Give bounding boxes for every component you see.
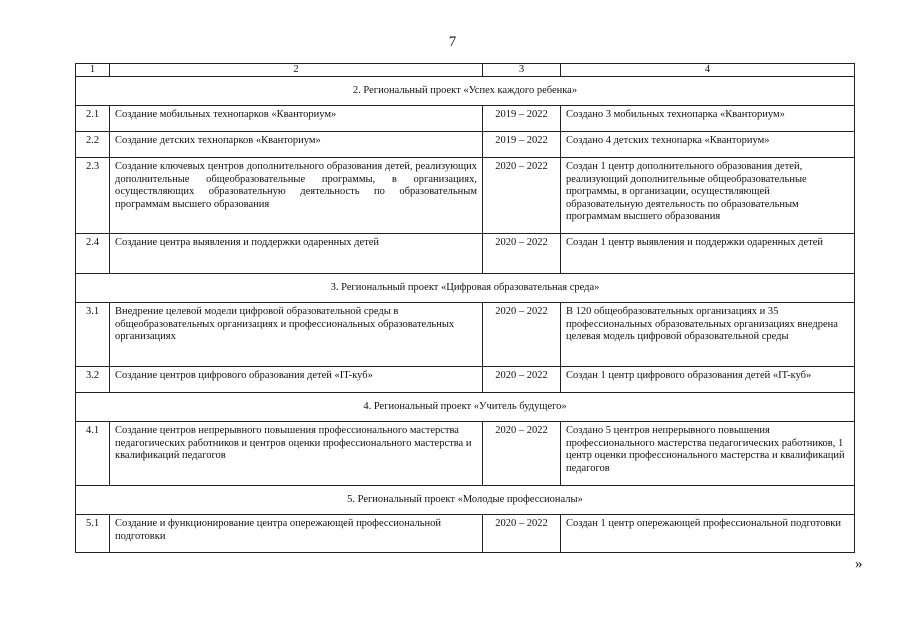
table-row (76, 158, 855, 234)
row-description: Создание детских технопарков «Кванториум» (110, 132, 483, 158)
row-result: В 120 общеобразовательных организациях и 35 профессиональных образовательных организациях внедрена целевая модель цифровой образовательной среды (561, 303, 855, 367)
row-number: 2.2 (76, 132, 110, 158)
column-header: 2 (110, 64, 483, 77)
row-period: 2019 – 2022 (483, 106, 561, 132)
section-title: 4. Региональный проект «Учитель будущего» (76, 393, 855, 422)
row-period: 2019 – 2022 (483, 132, 561, 158)
row-description: Создание центров непрерывного повышения профессионального мастерства педагогических работников и центров оценки профессионального мастерства и квалификаций педагогов (110, 422, 483, 486)
row-number: 2.1 (76, 106, 110, 132)
row-number: 4.1 (76, 422, 110, 486)
row-period: 2020 – 2022 (483, 158, 561, 234)
row-result: Создан 1 центр цифрового образования детей «IT-куб» (561, 367, 855, 393)
row-number: 5.1 (76, 515, 110, 553)
row-period: 2020 – 2022 (483, 234, 561, 274)
page-number: 7 (448, 34, 457, 50)
row-period: 2020 – 2022 (483, 422, 561, 486)
row-number: 2.4 (76, 234, 110, 274)
row-description: Создание и функционирование центра опережающей профессиональной подготовки (110, 515, 483, 553)
closing-quote-mark: » (855, 556, 863, 572)
row-period: 2020 – 2022 (483, 367, 561, 393)
projects-table (75, 63, 855, 553)
section-title: 2. Региональный проект «Успех каждого ребенка» (76, 77, 855, 106)
row-result: Создано 4 детских технопарка «Кванториум» (561, 132, 855, 158)
row-result: Создан 1 центр дополнительного образования детей, реализующий дополнительные общеобразовательные программы, в организации, осуществляющей образовательную деятельность по образовательным программам высшего образования (561, 158, 855, 234)
column-header: 4 (561, 64, 855, 77)
row-period: 2020 – 2022 (483, 515, 561, 553)
row-result: Создан 1 центр выявления и поддержки одаренных детей (561, 234, 855, 274)
row-number: 2.3 (76, 158, 110, 234)
row-description: Создание центров цифрового образования детей «IT-куб» (110, 367, 483, 393)
row-description: Внедрение целевой модели цифровой образовательной среды в общеобразовательных организациях и профессиональных образовательных организациях (110, 303, 483, 367)
row-result: Создано 5 центров непрерывного повышения профессионального мастерства педагогических работников, 1 центр оценки профессионального мастерства и квалификаций педагогов (561, 422, 855, 486)
section-title: 5. Региональный проект «Молодые профессионалы» (76, 486, 855, 515)
row-number: 3.1 (76, 303, 110, 367)
table-row (76, 234, 855, 274)
row-description: Создание мобильных технопарков «Кванториум» (110, 106, 483, 132)
table-row (76, 515, 855, 553)
column-header: 1 (76, 64, 110, 77)
table-row (76, 303, 855, 367)
table-row (76, 106, 855, 132)
row-description: Создание ключевых центров дополнительного образования детей, реализующих дополнительные общеобразовательные программы, в организациях, осуществляющих образовательную деятельность по образовательным программам высшего образования (110, 158, 483, 234)
table-row (76, 367, 855, 393)
section-row (76, 77, 855, 106)
row-number: 3.2 (76, 367, 110, 393)
table-row (76, 132, 855, 158)
column-number-row (76, 64, 855, 77)
row-description: Создание центра выявления и поддержки одаренных детей (110, 234, 483, 274)
table-row (76, 422, 855, 486)
section-title: 3. Региональный проект «Цифровая образовательная среда» (76, 274, 855, 303)
row-result: Создано 3 мобильных технопарка «Кванториум» (561, 106, 855, 132)
row-period: 2020 – 2022 (483, 303, 561, 367)
section-row (76, 393, 855, 422)
section-row (76, 486, 855, 515)
row-result: Создан 1 центр опережающей профессиональной подготовки (561, 515, 855, 553)
column-header: 3 (483, 64, 561, 77)
section-row (76, 274, 855, 303)
